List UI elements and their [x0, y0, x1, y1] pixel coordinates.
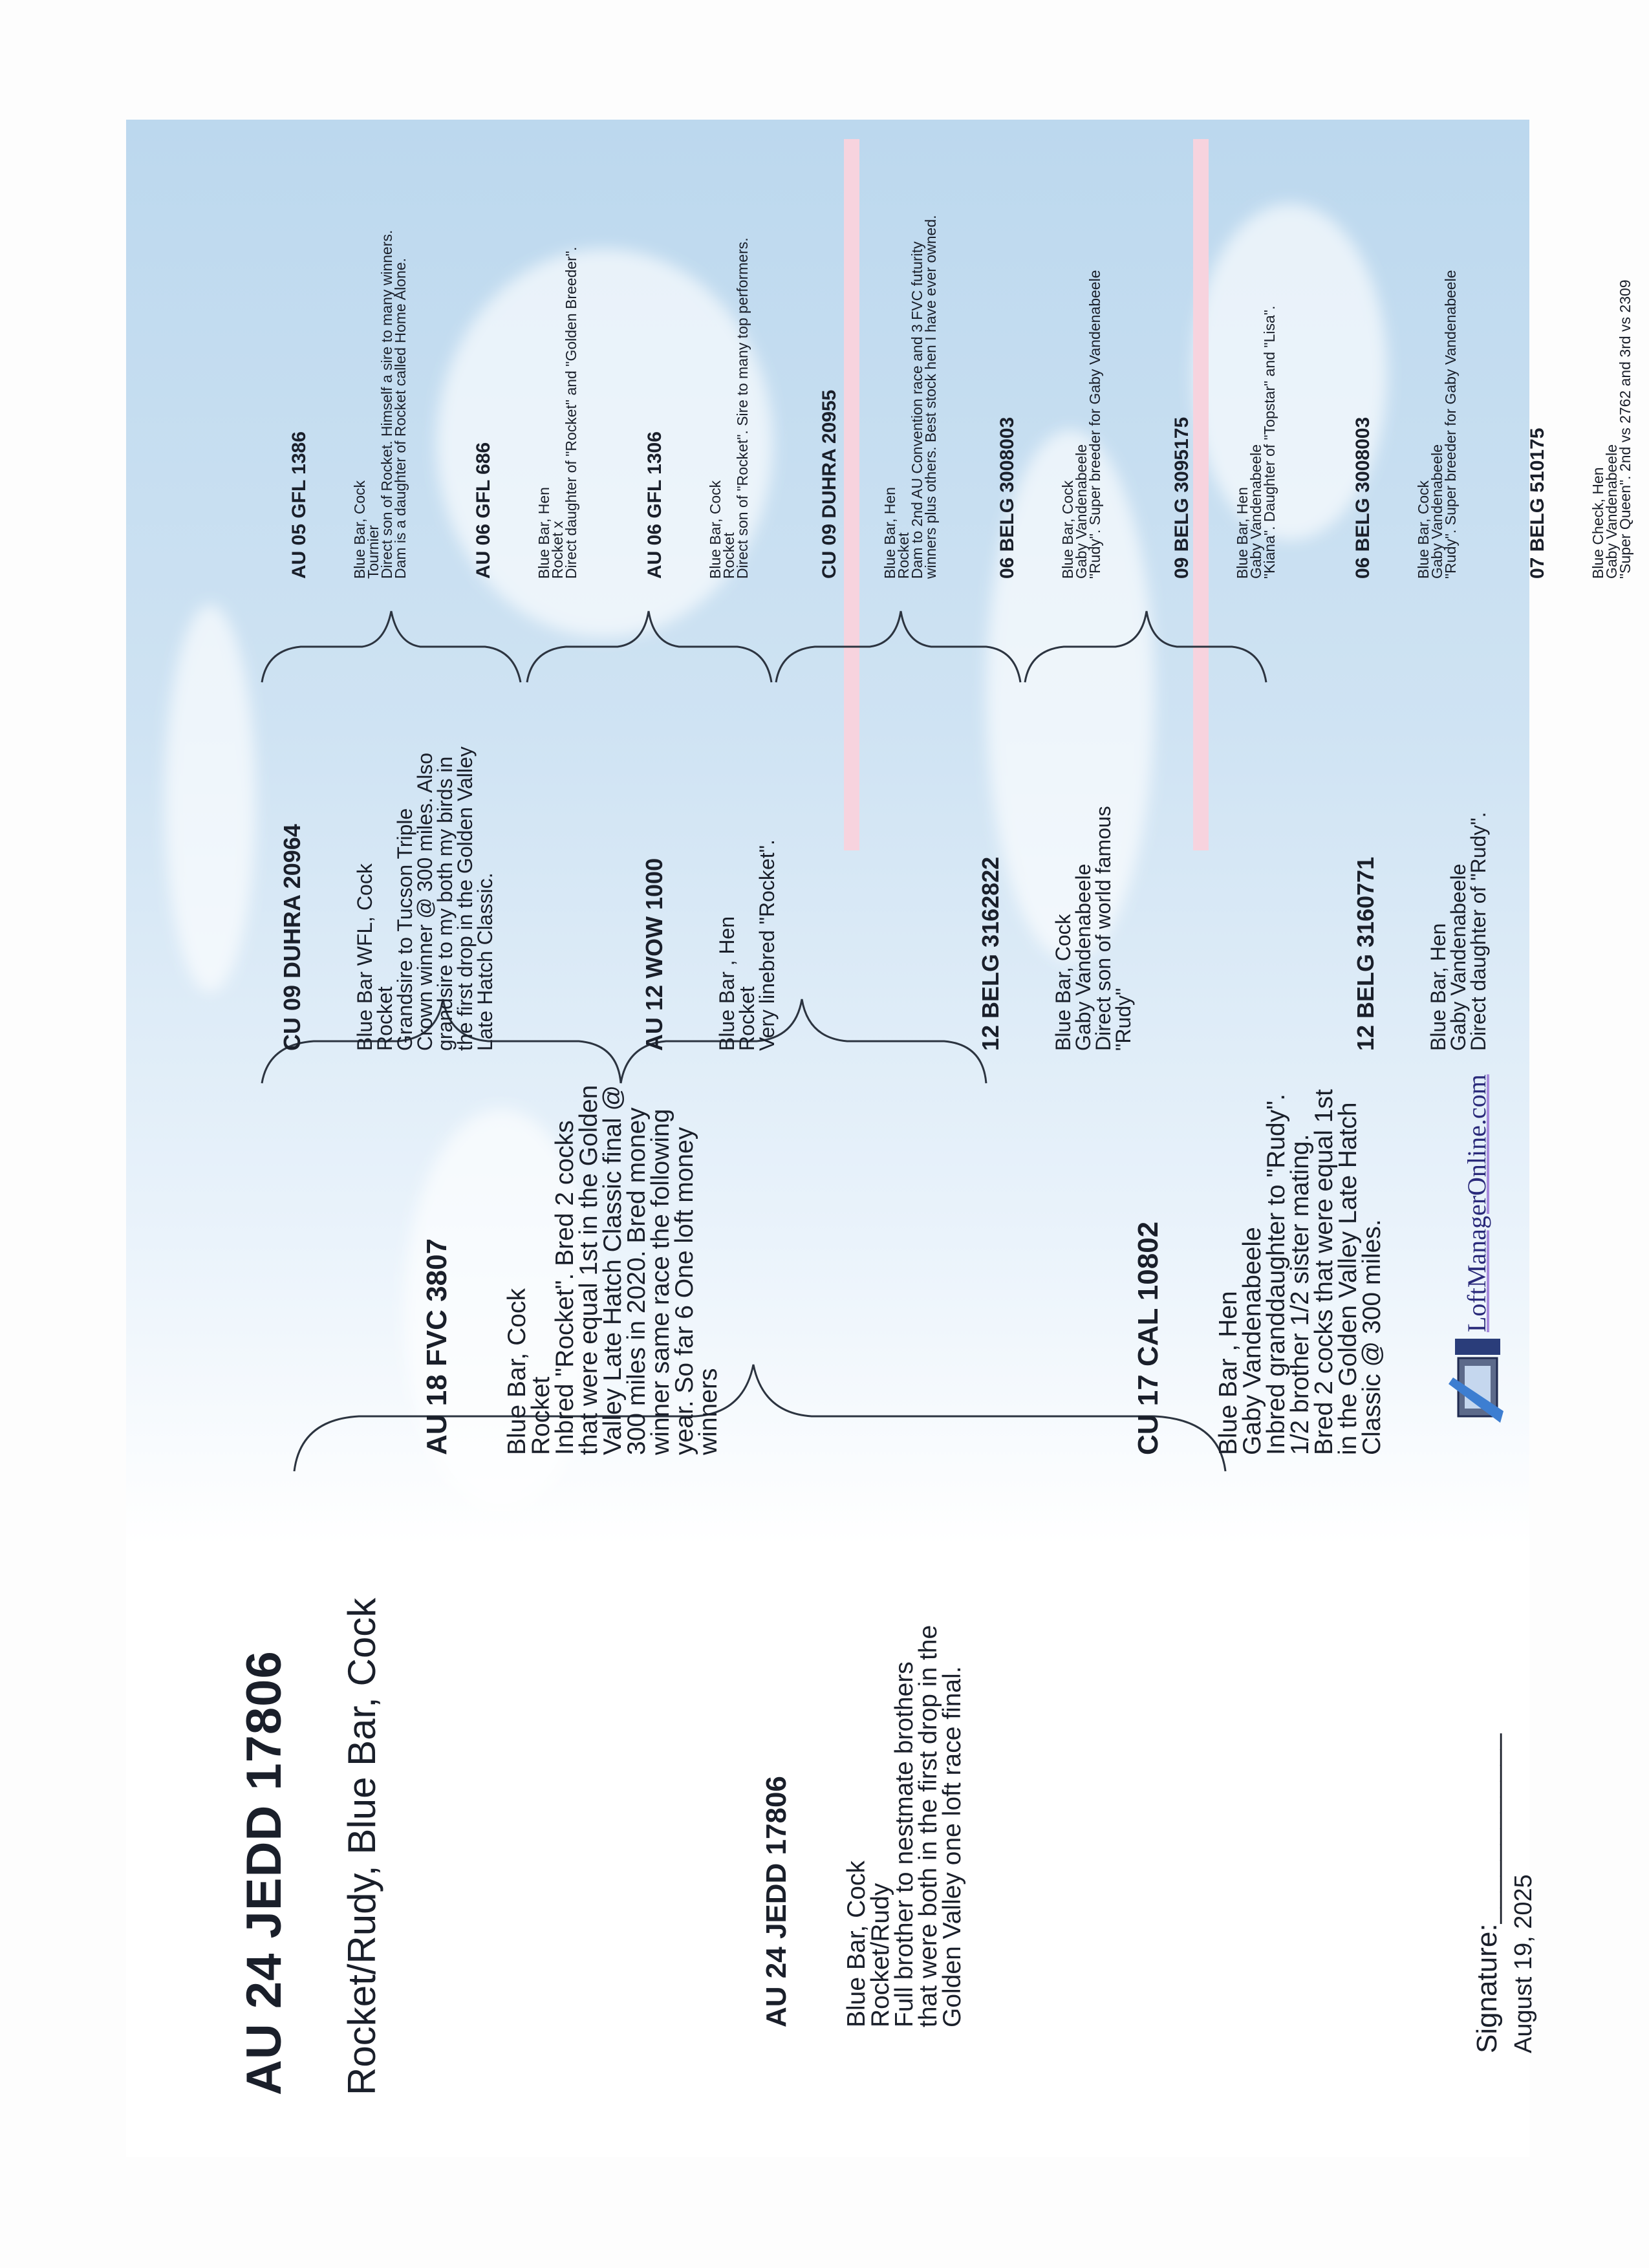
loft-manager-logo-icon	[1445, 1332, 1507, 1423]
grandparent-block	[954, 806, 1157, 1051]
great-grandparent-description: Blue Bar, Hen Rocket Dam to 2nd AU Convention race and 3 FVC futurity winners plus others. Best stock hen I have ever owned.	[881, 215, 939, 579]
great-grandparent-block	[621, 237, 773, 579]
grandparent-band: AU 12 WOW 1000	[641, 858, 667, 1051]
great-grandparent-block	[1503, 279, 1649, 579]
great-grandparent-band: AU 06 GFL 1306	[644, 431, 665, 579]
great-grandparent-description: Blue Bar, Hen Rocket x Direct daughter of "Rocket" and "Golden Breeder".	[535, 246, 579, 579]
great-grandparent-band: CU 09 DUHRA 20955	[819, 389, 840, 579]
grandparent-description: Blue Bar , Hen Rocket Very linebred "Rocket".	[715, 839, 779, 1051]
page-title: AU 24 JEDD 17806	[237, 1650, 292, 2095]
grandparent-description: Blue Bar, Hen Gaby Vandenabeele Direct daughter of "Rudy".	[1427, 812, 1490, 1051]
sire-band: AU 18 FVC 3807	[421, 1238, 453, 1455]
pedigree-sheet	[126, 120, 1633, 2157]
great-grandparent-block	[449, 247, 601, 579]
dam-description: Blue Bar , Hen Gaby Vandenabeele Inbred granddaughter to "Rudy". 1/2 brother 1/2 sister mating. Bred 2 cocks that were equal 1st in the Golden Valley Late Hatch Classic @ 300 miles.	[1214, 1089, 1386, 1455]
great-grandparent-description: Blue Bar, Cock Tournier Direct son of Rocket. Himself a sire to many winners. Dam is a daughter of Rocket called Home Alone.	[351, 230, 409, 579]
grandparent-band: 12 BELG 3162822	[977, 856, 1004, 1051]
bracket-gp2-parents	[527, 611, 771, 682]
grandparent-block	[255, 746, 519, 1051]
great-grandparent-description: Blue Bar, Cock Rocket Direct son of "Rocket". Sire to many top performers.	[707, 237, 751, 579]
dam-band: CU 17 CAL 10802	[1132, 1221, 1164, 1455]
sire-description: Blue Bar, Cock Rocket Inbred "Rocket". Bred 2 cocks that were equal 1st in the Golden Valley Late Hatch Classic final @ 300 miles in 2020. Bred money winner same race the following year. So far 6 One loft money winners	[503, 1085, 722, 1455]
grandparent-block	[618, 839, 801, 1051]
grandparent-description: Blue Bar WFL, Cock Rocket Grandsire to Tucson Triple Crown winner @ 300 miles. Also grandsire to my both my birds in the first drop in the Golden Valley Late Hatch Classic.	[353, 746, 497, 1051]
great-grandparent-block	[795, 215, 961, 579]
signature-field	[1471, 1734, 1503, 2053]
signature-line: ____________	[1471, 1733, 1503, 1924]
grandparent-description: Blue Bar, Cock Gaby Vandenabeele Direct son of world famous "Rudy"	[1051, 806, 1135, 1051]
sire-block	[398, 1085, 744, 1455]
subject-band: AU 24 JEDD 17806	[760, 1776, 792, 2027]
grandparent-block	[1329, 812, 1512, 1051]
great-grandparent-band: 06 BELG 3008003	[1352, 416, 1374, 579]
dam-block	[1109, 1089, 1407, 1455]
great-grandparent-block	[973, 270, 1125, 579]
bracket-gp1-parents	[262, 611, 521, 682]
great-grandparent-band: 07 BELG 510175	[1527, 427, 1548, 579]
great-grandparent-band: AU 05 GFL 1386	[288, 431, 310, 579]
great-grandparent-block	[265, 230, 431, 579]
bracket-gp3-parents	[776, 611, 1020, 682]
page-subtitle: Rocket/Rudy, Blue Bar, Cock	[340, 1597, 383, 2095]
great-grandparent-description: Blue Bar, Cock Gaby Vandenabeele "Rudy". Super breeder for Gaby Vandenabeele	[1415, 270, 1459, 579]
loft-manager-logo-text: LoftManagerOnline.com	[1462, 1074, 1491, 1332]
great-grandparent-block	[1329, 270, 1481, 579]
great-grandparent-band: 09 BELG 3095175	[1171, 416, 1192, 579]
great-grandparent-description: Blue Bar, Hen Gaby Vandenabeele "Kiana". Daughter of "Topstar" and "Lisa".	[1234, 305, 1278, 579]
subject-description: Blue Bar, Cock Rocket/Rudy Full brother to nestmate brothers that were both in the first drop in the Golden Valley one loft race final.	[843, 1625, 966, 2027]
bracket-gp4-parents	[1025, 611, 1266, 682]
subject-block	[737, 1625, 987, 2027]
grandparent-band: CU 09 DUHRA 20964	[279, 824, 305, 1051]
great-grandparent-block	[1148, 306, 1300, 579]
signature-label: Signature:	[1471, 1923, 1503, 2053]
great-grandparent-description: Blue Bar, Cock Gaby Vandenabeele "Rudy". Super breeder for Gaby Vandenabeele	[1059, 270, 1103, 579]
great-grandparent-band: AU 06 GFL 686	[473, 442, 494, 579]
report-date: August 19, 2025	[1510, 1874, 1537, 2053]
grandparent-band: 12 BELG 3160771	[1352, 856, 1379, 1051]
great-grandparent-description: Blue Check, Hen Gaby Vandenabeele "Super Queen". 2nd vs 2762 and 3rd vs 2309	[1590, 279, 1633, 579]
great-grandparent-band: 06 BELG 3008003	[997, 416, 1018, 579]
